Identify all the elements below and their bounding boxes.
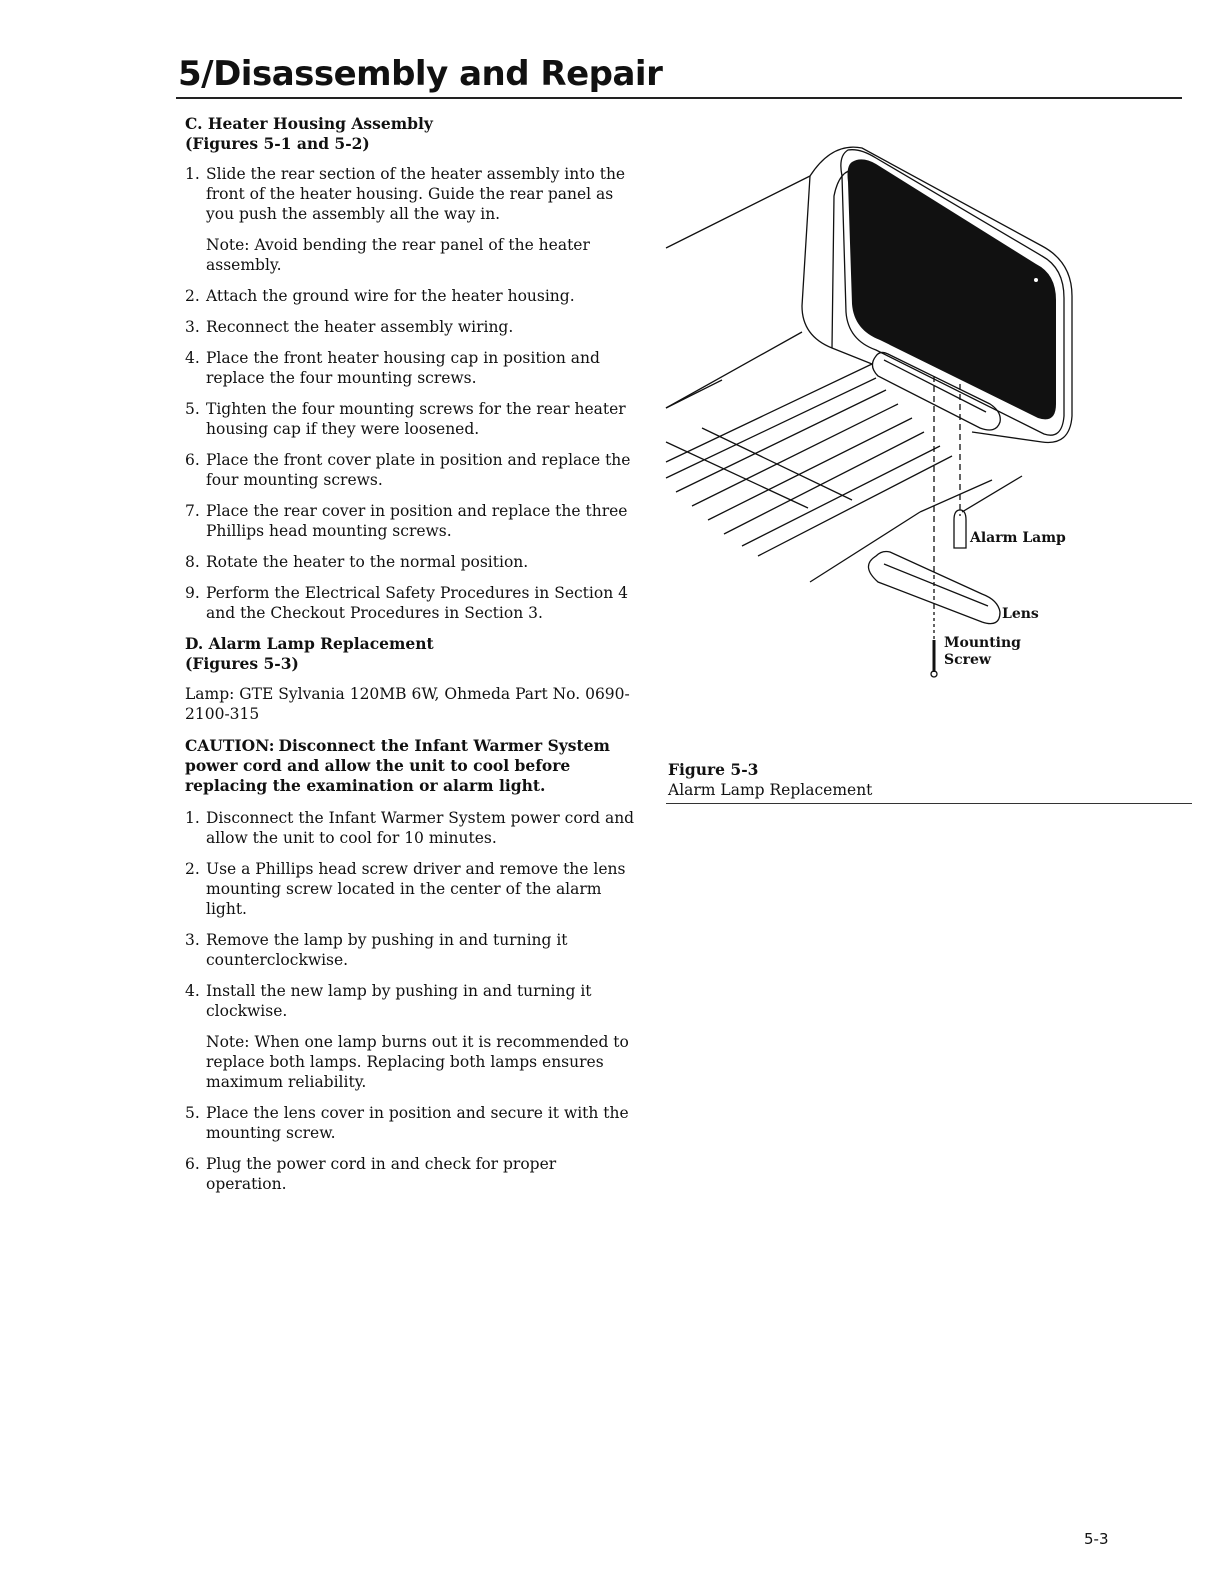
step-note: Note: When one lamp burns out it is recommended to replace both lamps. Replacing both lamps ensures maximum reliability. xyxy=(206,1033,629,1091)
step-text: Plug the power cord in and check for proper operation. xyxy=(206,1155,557,1193)
figure-caption-text: Alarm Lamp Replacement xyxy=(668,781,873,799)
page-number: 5-3 xyxy=(1084,1530,1109,1548)
figure-rule xyxy=(666,803,1192,804)
callout-mounting-screw xyxy=(944,635,1021,669)
list-item xyxy=(185,450,640,490)
step-text: Place the front heater housing cap in position and replace the four mounting screws. xyxy=(206,349,600,387)
callout-mounting-screw-line-1: Mounting xyxy=(944,635,1021,651)
step-text: Disconnect the Infant Warmer System power cord and allow the unit to cool for 10 minutes. xyxy=(206,809,635,847)
alarm-lamp-illustration xyxy=(662,136,1182,696)
list-item xyxy=(185,399,640,439)
step-number: 4. xyxy=(185,982,200,1000)
step-number: 6. xyxy=(185,1155,200,1173)
section-c-title: C. Heater Housing Assembly xyxy=(185,114,433,133)
page-title: 5/Disassembly and Repair xyxy=(178,54,663,94)
step-text: Attach the ground wire for the heater housing. xyxy=(206,287,575,305)
step-number: 3. xyxy=(185,931,200,949)
step-number: 2. xyxy=(185,860,200,878)
step-number: 1. xyxy=(185,165,200,183)
list-item xyxy=(185,164,640,275)
section-d-steps xyxy=(185,808,640,1194)
step-note: Note: Avoid bending the rear panel of the heater assembly. xyxy=(206,236,590,274)
callout-lens: Lens xyxy=(1002,606,1039,622)
step-text: Remove the lamp by pushing in and turning it counterclockwise. xyxy=(206,931,568,969)
step-text: Slide the rear section of the heater assembly into the front of the heater housing. Guide the rear panel as you push the assembly all the way in. xyxy=(206,165,626,223)
step-number: 6. xyxy=(185,451,200,469)
title-rule xyxy=(176,97,1182,99)
step-number: 7. xyxy=(185,502,200,520)
list-item xyxy=(185,583,640,623)
list-item xyxy=(185,501,640,541)
list-item xyxy=(185,552,640,572)
list-item xyxy=(185,859,640,919)
callout-mounting-screw-line-2: Screw xyxy=(944,652,991,668)
section-c-steps xyxy=(185,164,640,623)
section-d-heading xyxy=(185,634,640,674)
figure-5-3 xyxy=(662,136,1182,696)
step-text: Place the front cover plate in position and replace the four mounting screws. xyxy=(206,451,631,489)
step-number: 1. xyxy=(185,809,200,827)
caution-text: Disconnect the Infant Warmer System power cord and allow the unit to cool before replacing the examination or alarm light. xyxy=(185,736,610,795)
caution-label: CAUTION: xyxy=(185,736,275,755)
step-number: 3. xyxy=(185,318,200,336)
list-item xyxy=(185,930,640,970)
callout-alarm-lamp: Alarm Lamp xyxy=(970,530,1066,546)
list-item xyxy=(185,317,640,337)
figure-caption xyxy=(668,760,872,800)
step-text: Use a Phillips head screw driver and remove the lens mounting screw located in the center of the alarm light. xyxy=(206,860,626,918)
step-number: 4. xyxy=(185,349,200,367)
section-d-title: D. Alarm Lamp Replacement xyxy=(185,634,434,653)
list-item xyxy=(185,1103,640,1143)
section-c-subtitle: (Figures 5-1 and 5-2) xyxy=(185,134,370,153)
step-number: 2. xyxy=(185,287,200,305)
step-text: Rotate the heater to the normal position. xyxy=(206,553,529,571)
step-number: 9. xyxy=(185,584,200,602)
step-text: Tighten the four mounting screws for the rear heater housing cap if they were loosened. xyxy=(206,400,626,438)
list-item xyxy=(185,981,640,1092)
step-number: 5. xyxy=(185,1104,200,1122)
step-text: Reconnect the heater assembly wiring. xyxy=(206,318,514,336)
list-item xyxy=(185,808,640,848)
section-c-heading xyxy=(185,114,640,154)
caution-notice xyxy=(185,736,640,796)
heater-screen xyxy=(848,159,1057,419)
lamp-info: Lamp: GTE Sylvania 120MB 6W, Ohmeda Part No. 0690-2100-315 xyxy=(185,685,630,723)
figure-number: Figure 5-3 xyxy=(668,760,759,779)
step-number: 5. xyxy=(185,400,200,418)
step-text: Place the rear cover in position and replace the three Phillips head mounting screws. xyxy=(206,502,628,540)
left-column xyxy=(185,114,640,1205)
section-d-subtitle: (Figures 5-3) xyxy=(185,654,299,673)
list-item xyxy=(185,348,640,388)
step-text: Install the new lamp by pushing in and turning it clockwise. xyxy=(206,982,592,1020)
list-item xyxy=(185,286,640,306)
step-text: Perform the Electrical Safety Procedures in Section 4 and the Checkout Procedures in Section 3. xyxy=(206,584,628,622)
step-text: Place the lens cover in position and secure it with the mounting screw. xyxy=(206,1104,629,1142)
list-item xyxy=(185,1154,640,1194)
step-number: 8. xyxy=(185,553,200,571)
